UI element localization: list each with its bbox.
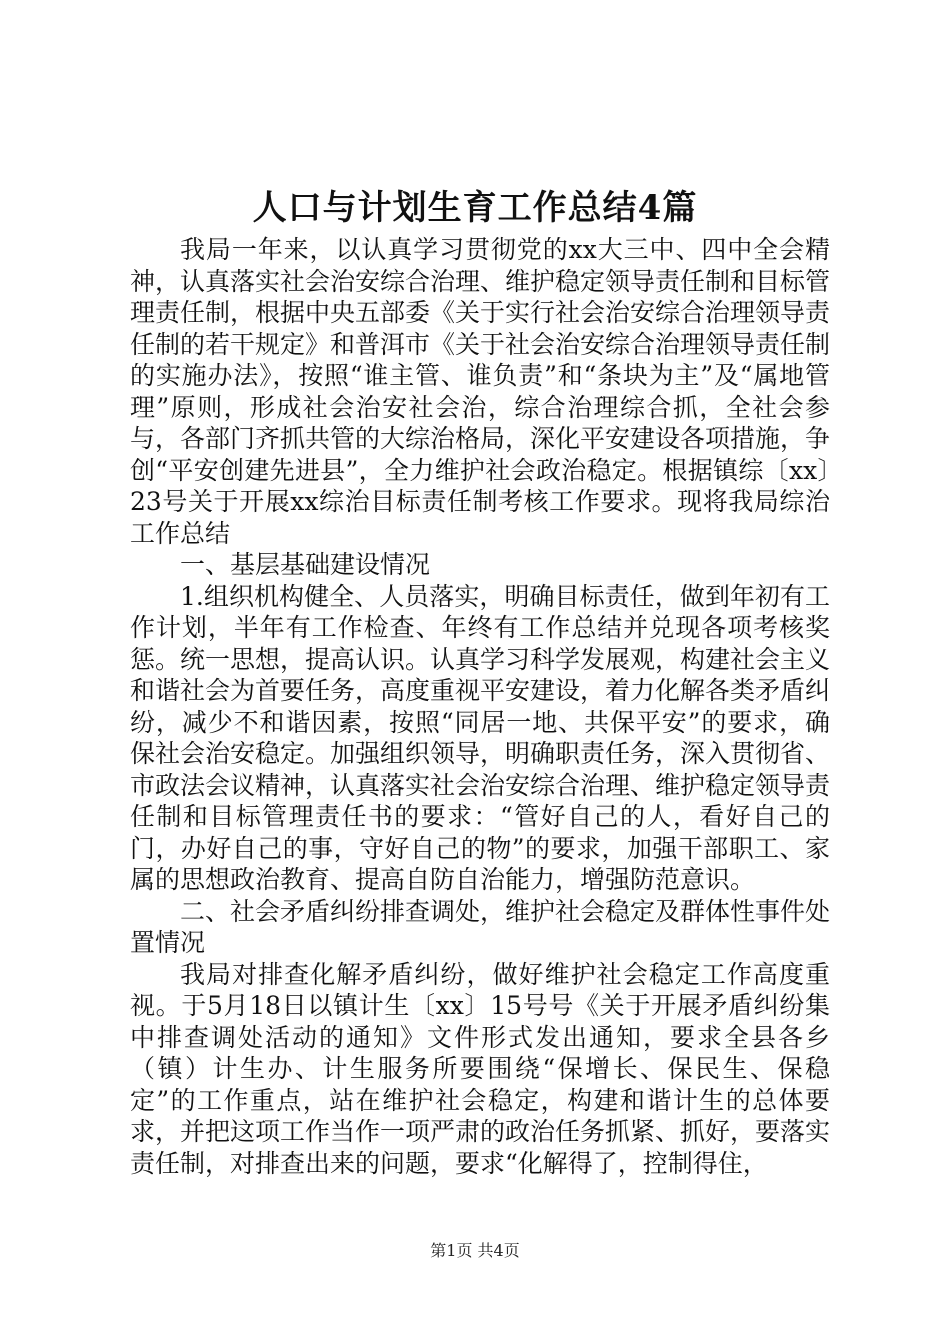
document-title: 人口与计划生育工作总结4篇 xyxy=(252,188,698,228)
section-heading-2: 二、社会矛盾纠纷排查调处，维护社会稳定及群体性事件处置情况 xyxy=(130,896,831,957)
page-number-footer: 第1页 共4页 xyxy=(430,1241,520,1260)
paragraph-intro: 我局一年来，以认真学习贯彻党的xx大三中、四中全会精神，认真落实社会治安综合治理、维护稳定领导责任制和目标管理责任制，根据中央五部委《关于实行社会治安综合治理领导责任制的若干规定》和普洱市《关于社会治安综合治理领导责任制的实施办法》，按照“谁主管、谁负责”和“条块为主”及“属地管理”原则，形成社会治安社会治，综合治理综合抓，全社会参与，各部门齐抓共管的大综治格局，深化平安建设各项措施，争创“平安创建先进县”，全力维护社会政治稳定。根据镇综〔xx〕23号关于开展xx综治目标责任制考核工作要求。现将我局综治工作总结 xyxy=(130,235,831,548)
paragraph-section-1: 1.组织机构健全、人员落实，明确目标责任，做到年初有工作计划，半年有工作检查、年终有工作总结并兑现各项考核奖惩。统一思想，提高认识。认真学习科学发展观，构建社会主义和谐社会为首要任务，高度重视平安建设，着力化解各类矛盾纠纷，减少不和谐因素，按照“同居一地、共保平安”的要求，确保社会治安稳定。加强组织领导，明确职责任务，深入贯彻省、市政法会议精神，认真落实社会治安综合治理、维护稳定领导责任制和目标管理责任书的要求：“管好自己的人，看好自己的门，办好自己的事，守好自己的物”的要求，加强干部职工、家属的思想政治教育、提高自防自治能力，增强防范意识。 xyxy=(130,581,831,894)
section-heading-1: 一、基层基础建设情况 xyxy=(180,550,431,579)
paragraph-section-2: 我局对排查化解矛盾纠纷，做好维护社会稳定工作高度重视。于5月18日以镇计生〔xx〕15号号《关于开展矛盾纠纷集中排查调处活动的通知》文件形式发出通知，要求全县各乡（镇）计生办、计生服务所要围绕“保增长、保民生、保稳定”的工作重点，站在维护社会稳定，构建和谐计生的总体要求，并把这项工作当作一项严肃的政治任务抓紧、抓好，要落实责任制，对排查出来的问题，要求“化解得了，控制得住， xyxy=(130,959,831,1178)
document-body xyxy=(130,234,830,1179)
